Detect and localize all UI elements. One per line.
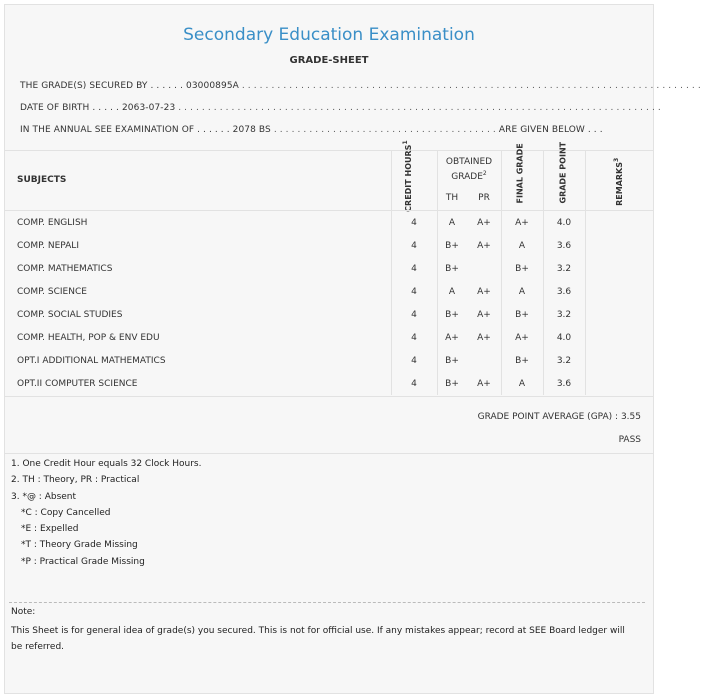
final-grade-cell: A+	[515, 333, 529, 343]
practical-grade-cell: A+	[477, 379, 491, 389]
dashed-divider	[9, 602, 645, 603]
theory-grade-cell: B+	[445, 241, 459, 251]
obtained-grade-header: OBTAINED GRADE$^2$	[445, 157, 493, 182]
practical-grade-cell: A+	[477, 287, 491, 297]
table-row	[5, 326, 653, 349]
dob-label: DATE OF BIRTH . . . . .	[20, 103, 119, 113]
th-header: TH	[445, 193, 459, 203]
theory-grade-cell: B+	[445, 310, 459, 320]
table-row	[5, 280, 653, 303]
credit-hours-cell: 4	[411, 333, 417, 343]
practical-grade-cell: A+	[477, 218, 491, 228]
theory-grade-cell: A+	[445, 333, 459, 343]
legend-item: *P : Practical Grade Missing	[21, 556, 145, 567]
theory-grade-cell: B+	[445, 356, 459, 366]
subject-cell: OPT.I ADDITIONAL MATHEMATICS	[17, 356, 166, 366]
final-grade-cell: A+	[515, 218, 529, 228]
final-grade-cell: B+	[515, 264, 529, 274]
subject-cell: OPT.II COMPUTER SCIENCE	[17, 379, 138, 389]
final-grade-cell: A	[518, 379, 526, 389]
grade-point-cell: 3.2	[556, 264, 572, 274]
subject-cell: COMP. SCIENCE	[17, 287, 87, 297]
exam-line: IN THE ANNUAL SEE EXAMINATION OF . . . . . . 2078 BS . . . . . . . . . . . . . . . . . . . . . . . . . . . . . . . . . . . . . . ARE GIVEN BELOW . . .	[20, 125, 603, 135]
legend-item: 3. *@ : Absent	[11, 491, 77, 502]
practical-grade-cell: A+	[477, 310, 491, 320]
dob-line: DATE OF BIRTH . . . . . 2063-07-23 . . . . . . . . . . . . . . . . . . . . . . . . . . . . . . . . . . . . . . . . . . . . . . . . . . . . . . . . . . . . . . . . . . . . . . . . . . . . . . . . . .	[20, 103, 661, 113]
table-row	[5, 257, 653, 280]
legend	[11, 459, 201, 573]
grade-point-cell: 3.6	[556, 287, 572, 297]
final-grade-cell: A	[518, 287, 526, 297]
credit-hours-cell: 4	[411, 218, 417, 228]
legend-item: 1. One Credit Hour equals 32 Clock Hours.	[11, 459, 202, 469]
grade-point-cell: 3.6	[556, 379, 572, 389]
grade-point-cell: 4.0	[556, 333, 572, 343]
subjects-header: SUBJECTS	[17, 175, 67, 185]
grade-point-header: GRADE POINT	[558, 141, 568, 204]
pr-header: PR	[478, 193, 490, 203]
practical-grade-cell: A+	[477, 333, 491, 343]
grade-point-cell: 3.6	[556, 241, 572, 251]
credit-hours-header: CREDIT HOURS$^1$	[402, 140, 413, 212]
theory-grade-cell: B+	[445, 264, 459, 274]
table-row	[5, 211, 653, 234]
gpa-value: 3.55	[620, 412, 641, 422]
table-row	[5, 303, 653, 326]
result-status: PASS	[618, 435, 641, 445]
note-title: Note:	[11, 607, 36, 617]
grade-sheet-subtitle: GRADE-SHEET	[289, 55, 369, 66]
theory-grade-cell: A	[448, 218, 456, 228]
practical-grade-cell: A+	[477, 241, 491, 251]
credit-hours-cell: 4	[411, 287, 417, 297]
secured-by-line: THE GRADE(S) SECURED BY . . . . . . 03000895A . . . . . . . . . . . . . . . . . . . . . . . . . . . . . . . . . . . . . . . . . . . . . . . . . . . . . . . . . . . . . . . . . . . . . . . . . . . . . .	[20, 81, 701, 91]
final-grade-header: FINAL GRADE	[515, 143, 525, 204]
exam-label: IN THE ANNUAL SEE EXAMINATION OF . . . . . .	[20, 125, 230, 135]
subject-cell: COMP. SOCIAL STUDIES	[17, 310, 123, 320]
gpa-label: GRADE POINT AVERAGE (GPA) :	[477, 412, 619, 422]
subject-cell: COMP. NEPALI	[17, 241, 79, 251]
theory-grade-cell: A	[448, 287, 456, 297]
exam-year: 2078 BS	[232, 125, 271, 135]
legend-item: 2. TH : Theory, PR : Practical	[11, 475, 140, 486]
final-grade-cell: A	[518, 241, 526, 251]
credit-hours-cell: 4	[411, 241, 417, 251]
remarks-header: REMARKS$^3$	[613, 157, 624, 206]
legend-item: *C : Copy Cancelled	[21, 507, 111, 518]
subject-cell: COMP. ENGLISH	[17, 218, 88, 228]
grade-point-cell: 3.2	[556, 310, 572, 320]
credit-hours-cell: 4	[411, 379, 417, 389]
table-row	[5, 349, 653, 372]
subject-cell: COMP. MATHEMATICS	[17, 264, 113, 274]
page-title: Secondary Education Examination	[183, 25, 475, 45]
secured-by-label: THE GRADE(S) SECURED BY . . . . . .	[20, 81, 184, 91]
grade-point-cell: 4.0	[556, 218, 572, 228]
symbol-number: 03000895A	[186, 81, 239, 91]
theory-grade-cell: B+	[445, 379, 459, 389]
exam-suffix: ARE GIVEN BELOW . . .	[498, 125, 603, 135]
legend-item: *E : Expelled	[21, 524, 79, 535]
credit-hours-cell: 4	[411, 310, 417, 320]
gpa-summary	[478, 412, 641, 422]
table-row	[5, 234, 653, 257]
credit-hours-cell: 4	[411, 356, 417, 366]
note-text: This Sheet is for general idea of grade(s) you secured. This is not for official use. If any mistakes appear; record at SEE Board ledger will be referred.	[11, 626, 625, 652]
final-grade-cell: B+	[515, 310, 529, 320]
table-row	[5, 372, 653, 395]
credit-hours-cell: 4	[411, 264, 417, 274]
grade-point-cell: 3.2	[556, 356, 572, 366]
final-grade-cell: B+	[515, 356, 529, 366]
divider	[5, 150, 653, 151]
legend-item: *T : Theory Grade Missing	[21, 540, 138, 551]
dob-value: 2063-07-23	[121, 103, 176, 113]
grade-sheet	[4, 4, 701, 694]
subject-cell: COMP. HEALTH, POP & ENV EDU	[17, 333, 160, 343]
